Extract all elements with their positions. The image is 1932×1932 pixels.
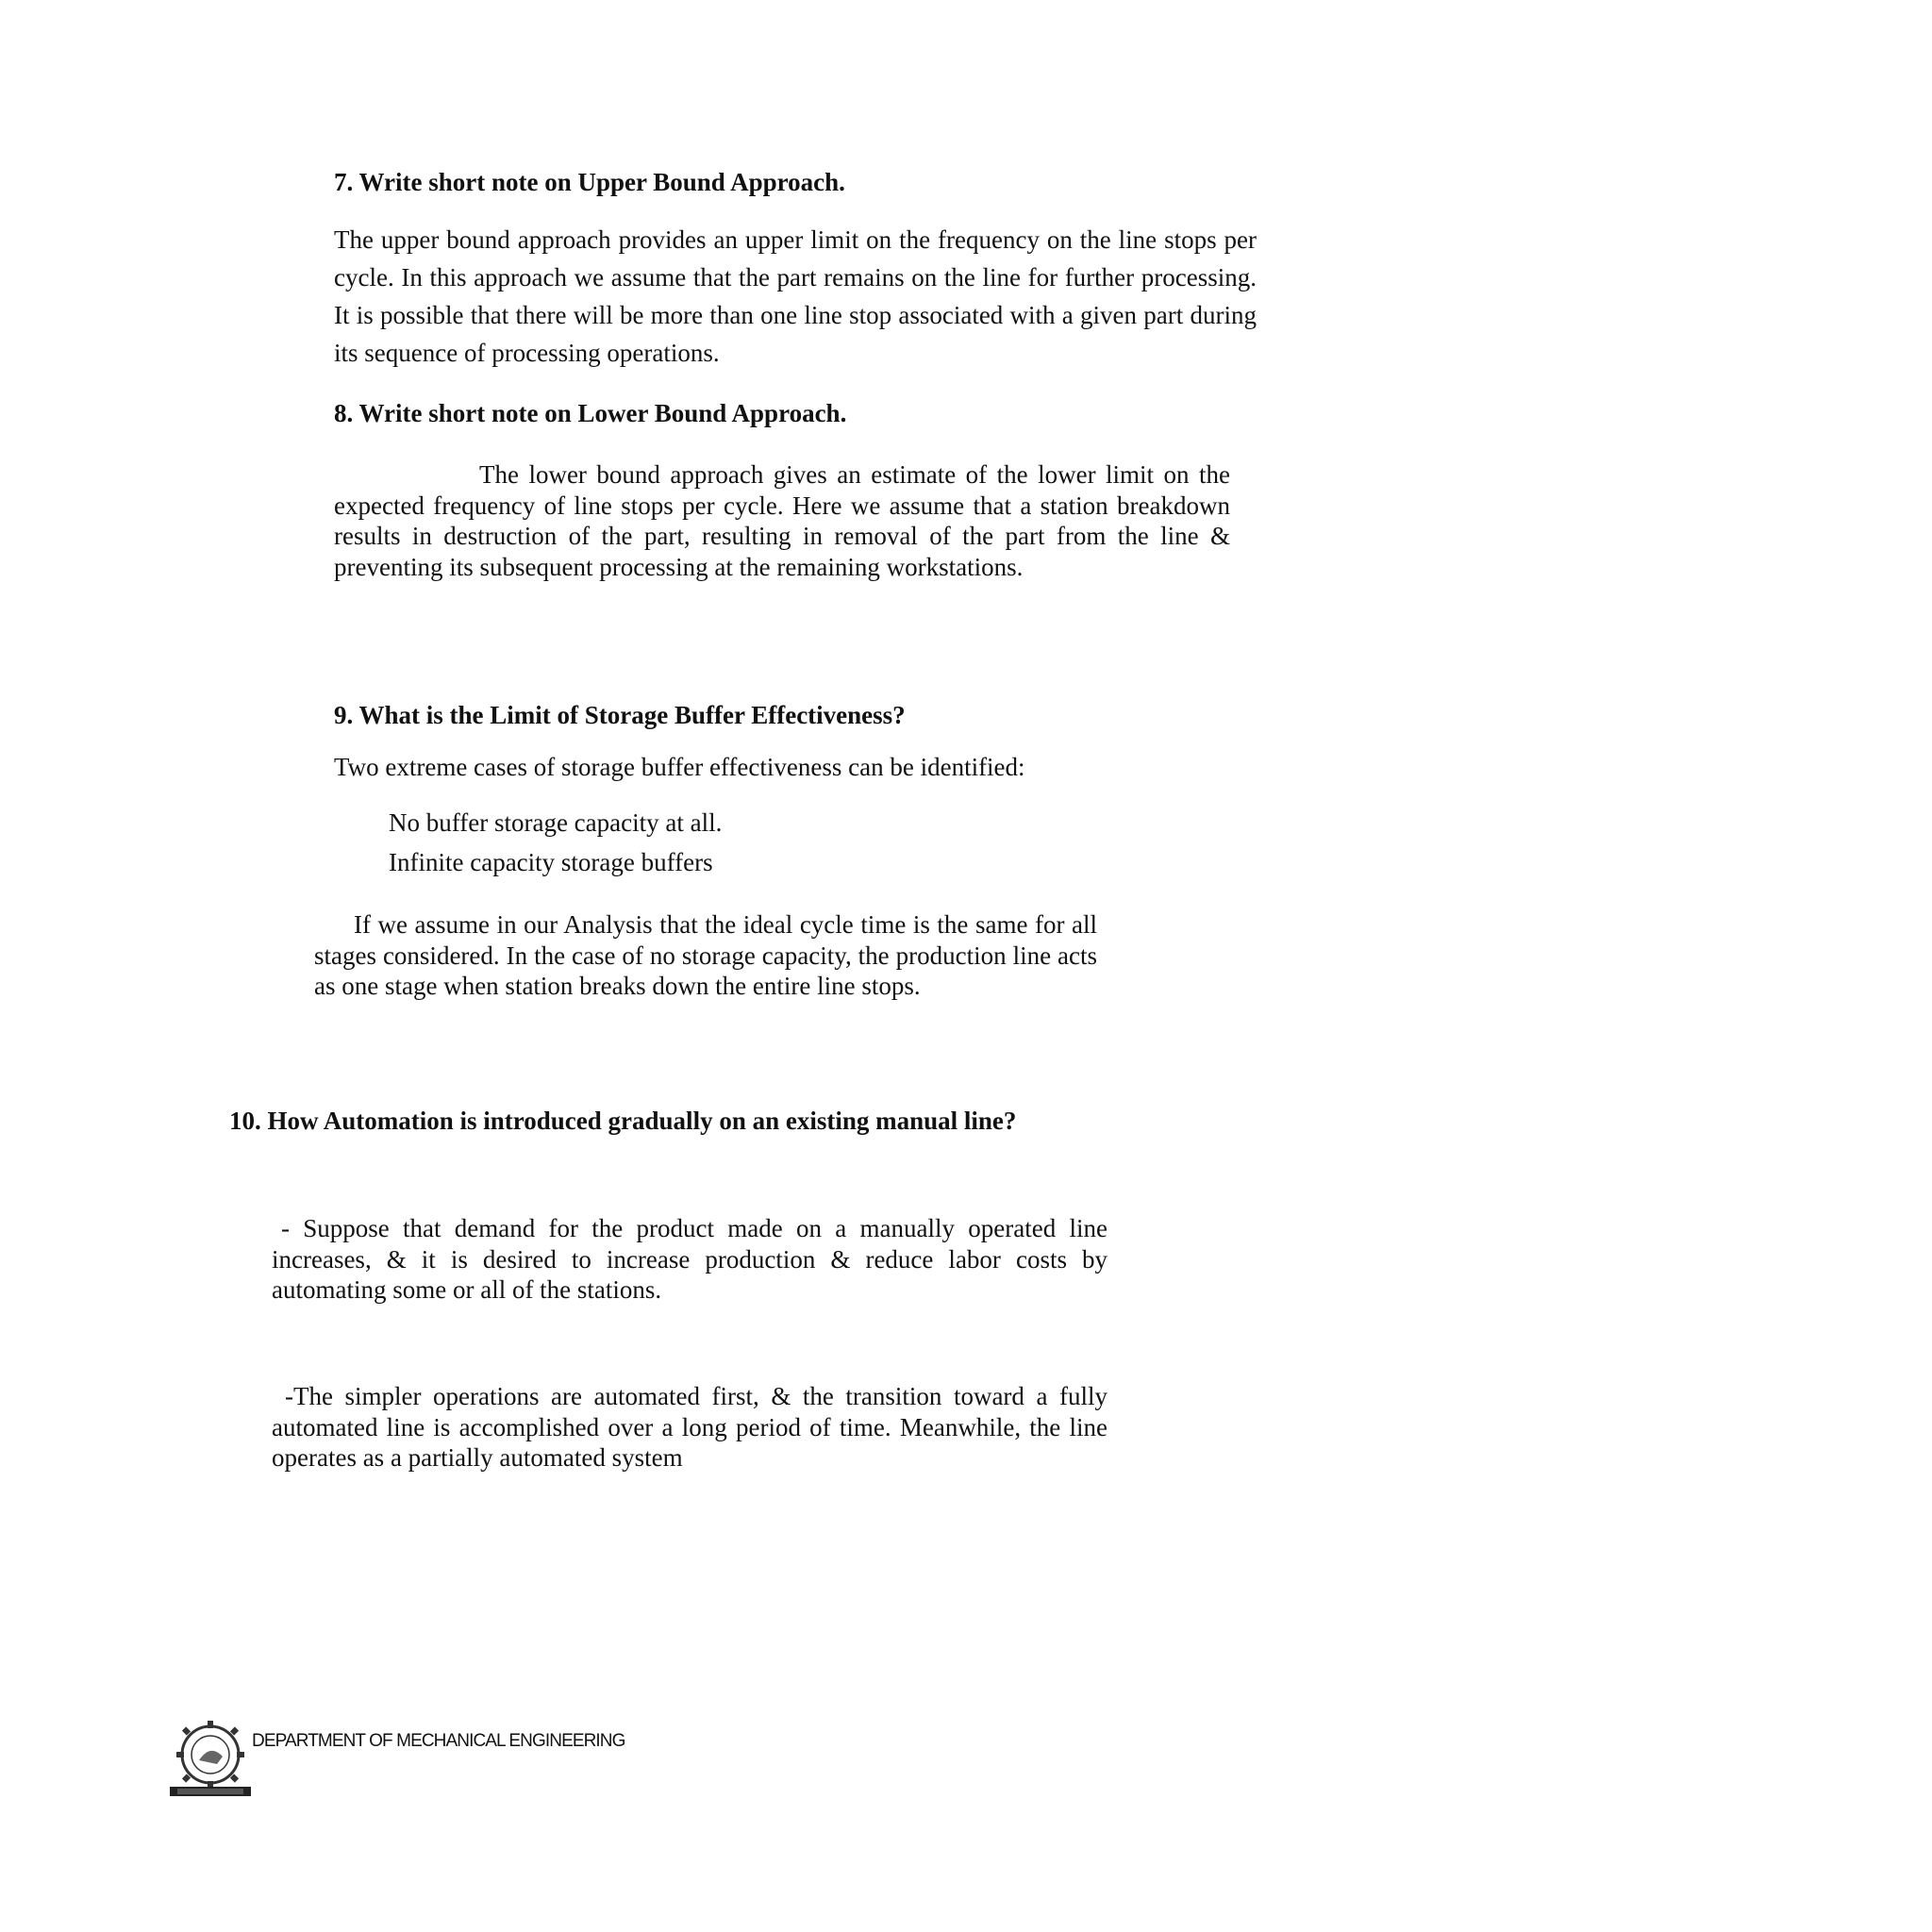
q8-body: The lower bound approach gives an estimate of the lower limit on the expected frequency of line stops per cycle. Here we assume that a station breakdown results in destruction of the part, resulting in removal of the part from the line & preventing its subsequent processing at the remaining workstations. — [334, 460, 1230, 581]
q9-list-item-2: Infinite capacity storage buffers — [389, 848, 713, 876]
q9-list-item-1: No buffer storage capacity at all. — [389, 808, 723, 837]
q10-para-1: - Suppose that demand for the product made on a manually operated line increases, & it is desired to increase production & reduce labor costs by automating some or all of the stations. — [272, 1214, 1108, 1304]
college-gear-emblem-icon — [168, 1717, 253, 1802]
q10-para-2: -The simpler operations are automated first, & the transition toward a fully automated line is accomplished over a long period of time. Meanwhile, the line operates as a partially automated system — [272, 1382, 1108, 1472]
q9-intro: Two extreme cases of storage buffer effectiveness can be identified: — [334, 753, 1025, 781]
q7-heading: 7. Write short note on Upper Bound Approach. — [334, 168, 845, 196]
q7-body: The upper bound approach provides an upper limit on the frequency on the line stops per cycle. In this approach we assume that the part remains on the line for further processing. It is possible that there will be more than one line stop associated with a given part during its sequence of processing operations. — [334, 225, 1257, 367]
footer-department: DEPARTMENT OF MECHANICAL ENGINEERING — [252, 1731, 625, 1751]
q9-heading: 9. What is the Limit of Storage Buffer Effectiveness? — [334, 701, 906, 729]
q9-body: If we assume in our Analysis that the ideal cycle time is the same for all stages considered. In the case of no storage capacity, the production line acts as one stage when station breaks down the entire line stops. — [314, 910, 1097, 1000]
q8-heading: 8. Write short note on Lower Bound Approach. — [334, 399, 847, 427]
q10-heading: 10. How Automation is introduced gradually on an existing manual line? — [229, 1107, 1017, 1135]
